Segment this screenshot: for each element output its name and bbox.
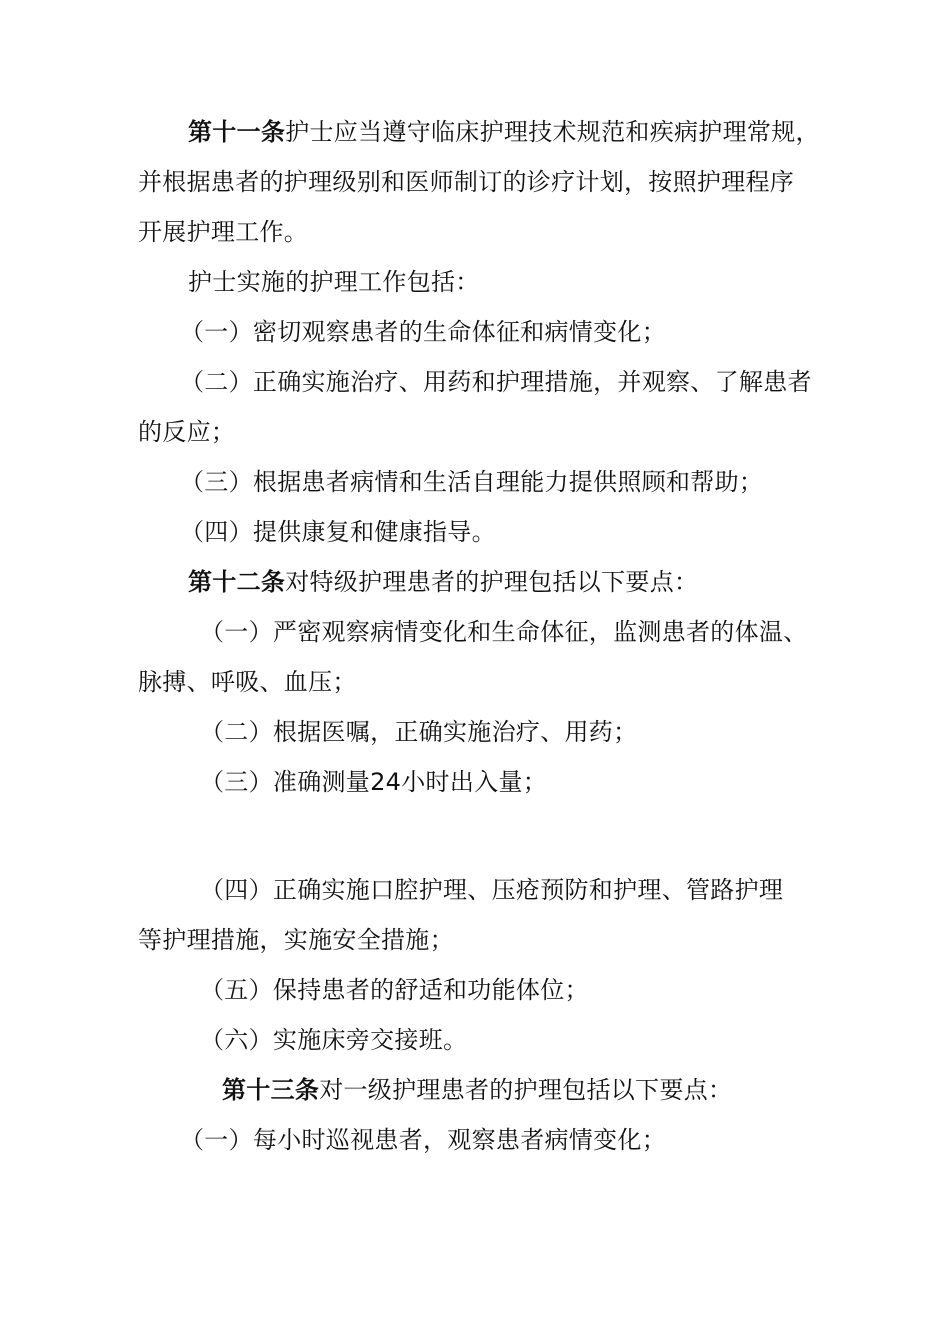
article-12-item-2: （二）根据医嘱，正确实施治疗、用药； (200, 718, 638, 746)
article-13-item-1: （一）每小时巡视患者，观察患者病情变化； (180, 1126, 666, 1154)
article-12-heading: 第十二条 (188, 568, 286, 596)
article-11-intro: 护士实施的护理工作包括： (188, 268, 480, 296)
article-11-line-2: 并根据患者的护理级别和医师制订的诊疗计划，按照护理程序 (138, 168, 795, 196)
article-11-item-2: （二）正确实施治疗、用药和护理措施，并观察、了解患者 (180, 368, 812, 396)
article-12-item-1-cont: 脉搏、呼吸、血压； (138, 668, 357, 696)
article-12-line-1: 第十二条对特级护理患者的护理包括以下要点： (188, 568, 699, 596)
article-12-item-4: （四）正确实施口腔护理、压疮预防和护理、管路护理 (200, 876, 784, 904)
article-11-line-3: 开展护理工作。 (138, 218, 309, 246)
article-11-line-1: 第十一条护士应当遵守临床护理技术规范和疾病护理常规， (188, 118, 820, 146)
article-13-line-1: 第十三条对一级护理患者的护理包括以下要点： (222, 1076, 733, 1104)
article-11-item-4: （四）提供康复和健康指导。 (180, 518, 496, 546)
article-11-item-1: （一）密切观察患者的生命体征和病情变化； (180, 318, 666, 346)
article-11-item-3: （三）根据患者病情和生活自理能力提供照顾和帮助； (180, 468, 764, 496)
article-13-heading: 第十三条 (222, 1076, 320, 1104)
article-11-item-2-cont: 的反应； (138, 418, 236, 446)
article-11-heading: 第十一条 (188, 118, 286, 146)
article-12-item-6: （六）实施床旁交接班。 (200, 1026, 468, 1054)
article-12-item-1: （一）严密观察病情变化和生命体征，监测患者的体温、 (200, 618, 808, 646)
article-12-item-3: （三）准确测量24小时出入量； (200, 768, 548, 796)
article-12-item-4-cont: 等护理措施，实施安全措施； (138, 926, 454, 954)
article-12-item-5: （五）保持患者的舒适和功能体位； (200, 976, 589, 1004)
